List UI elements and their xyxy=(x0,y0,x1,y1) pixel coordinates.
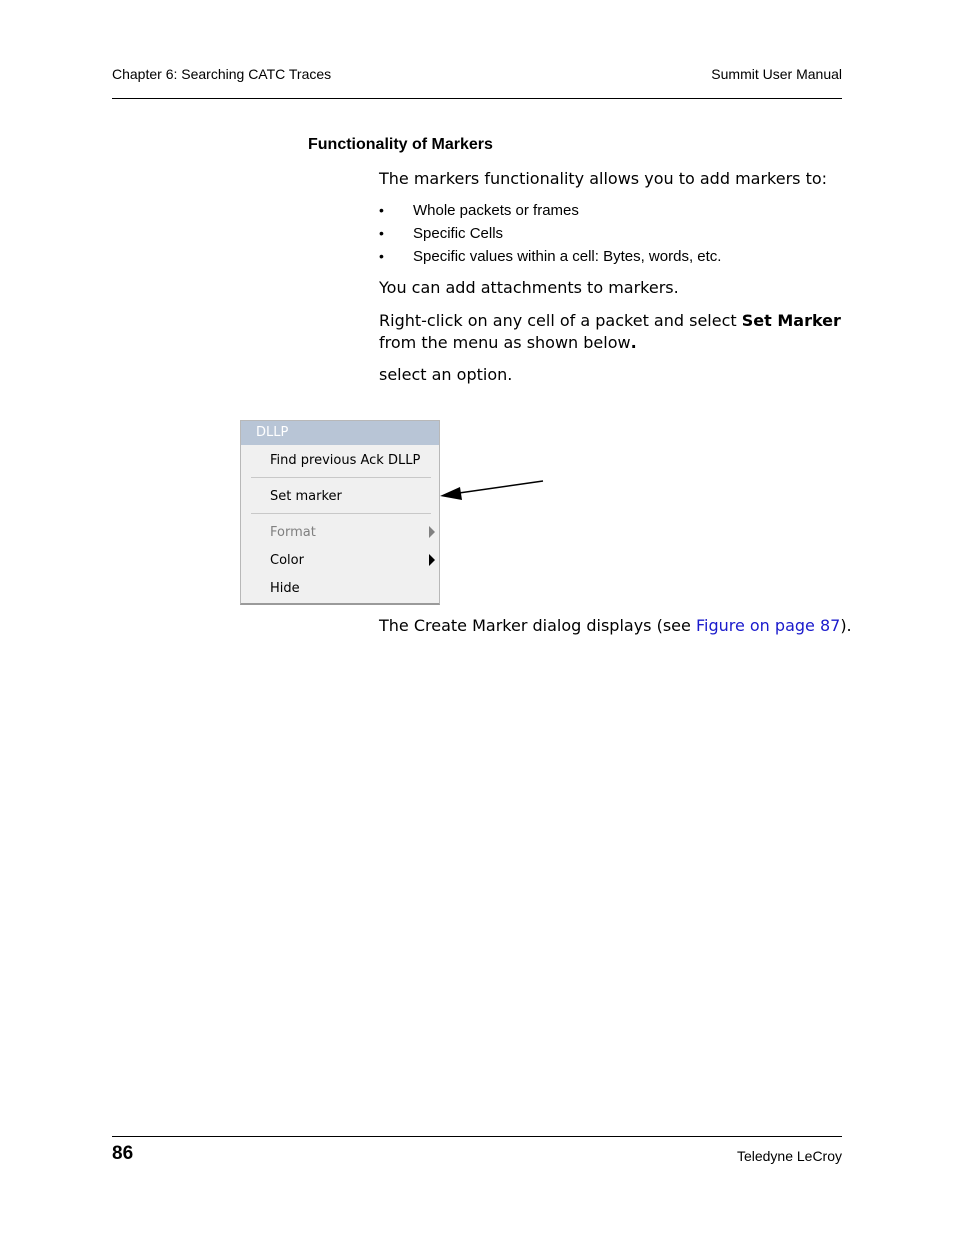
menu-item-find-previous-ack-dllp[interactable]: Find previous Ack DLLP xyxy=(270,453,421,468)
submenu-arrow-icon xyxy=(429,526,435,538)
footer-publisher: Teledyne LeCroy xyxy=(736,1148,842,1164)
rightclick-paragraph xyxy=(379,310,849,354)
submenu-arrow-icon xyxy=(429,554,435,566)
callout-arrow-icon xyxy=(430,470,550,510)
section-heading: Functionality of Markers xyxy=(308,136,493,153)
create-marker-text: The Create Marker dialog displays (see xyxy=(379,616,696,635)
menu-separator xyxy=(251,513,431,514)
bullet-marker: • xyxy=(379,248,384,264)
context-menu xyxy=(240,420,440,605)
menu-item-set-marker[interactable]: Set marker xyxy=(270,489,342,504)
rightclick-text-end: from the menu as shown below xyxy=(379,333,631,352)
select-option-paragraph: select an option. xyxy=(379,365,513,384)
intro-paragraph: The markers functionality allows you to add markers to: xyxy=(379,169,828,188)
bullet-item-values: Specific values within a cell: Bytes, words, etc. xyxy=(413,248,722,265)
attachments-paragraph: You can add attachments to markers. xyxy=(379,278,679,297)
menu-item-color[interactable]: Color xyxy=(270,553,304,568)
header-rule xyxy=(112,98,842,99)
bullet-marker: • xyxy=(379,202,384,218)
menu-item-format[interactable]: Format xyxy=(270,525,316,540)
bullet-item-cells: Specific Cells xyxy=(413,225,504,242)
bullet-marker: • xyxy=(379,225,384,241)
running-header-chapter: Chapter 6: Searching CATC Traces xyxy=(112,66,332,82)
menu-item-hide[interactable]: Hide xyxy=(270,581,300,596)
running-header-manual: Summit User Manual xyxy=(711,66,842,82)
context-menu-title: DLLP xyxy=(241,421,439,445)
bullet-item-packets: Whole packets or frames xyxy=(413,202,579,219)
rightclick-text: Right-click on any cell of a packet and select xyxy=(379,311,742,330)
page-link[interactable]: on page 87 xyxy=(749,616,841,635)
page-number: 86 xyxy=(112,1143,134,1164)
rightclick-period: . xyxy=(630,333,637,352)
menu-separator xyxy=(251,477,431,478)
create-marker-text-end: ). xyxy=(840,616,852,635)
footer-rule xyxy=(112,1136,842,1137)
set-marker-emphasis: Set Marker xyxy=(741,311,841,330)
create-marker-paragraph xyxy=(379,615,859,637)
figure-link[interactable]: Figure xyxy=(695,616,750,635)
